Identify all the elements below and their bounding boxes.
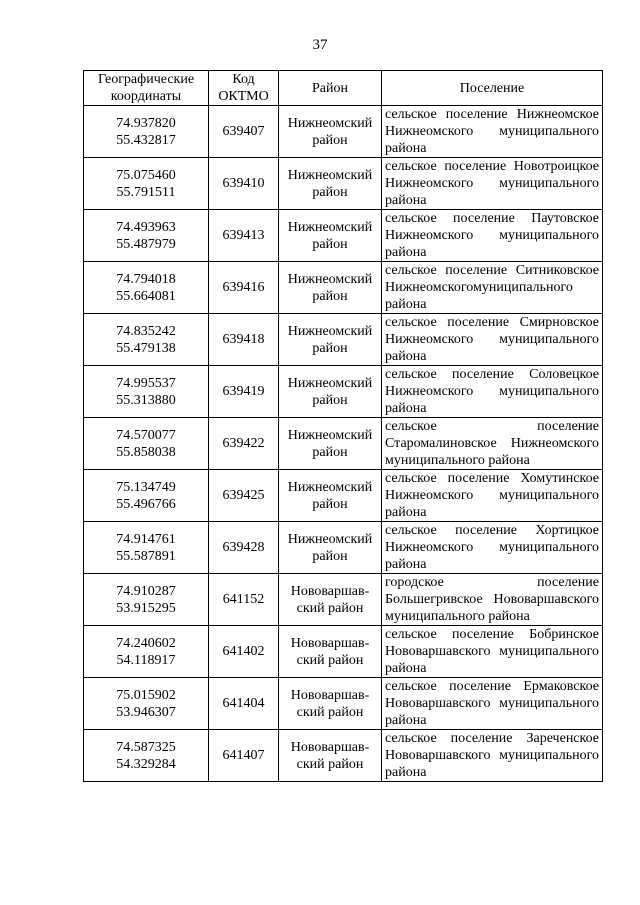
oktmo-code: 639407: [209, 106, 279, 158]
settlement-name: городское поселение Большегривское Нововаршавского муниципального района: [382, 574, 603, 626]
longitude: 74.835242: [116, 323, 176, 339]
longitude: 74.587325: [116, 739, 176, 755]
coords-cell: [84, 678, 209, 730]
longitude: 74.910287: [116, 583, 176, 599]
oktmo-code: 641407: [209, 730, 279, 782]
latitude: 55.587891: [116, 548, 176, 564]
district-name: Нововаршав-ский район: [279, 730, 382, 782]
header-code-line2: ОКТМО: [218, 89, 269, 104]
latitude: 53.946307: [116, 704, 176, 720]
table-row: [84, 730, 603, 782]
coords-cell: [84, 730, 209, 782]
table-row: [84, 470, 603, 522]
longitude: 75.015902: [116, 687, 176, 703]
longitude: 74.493963: [116, 219, 176, 235]
settlement-name: сельское поселение Соловецкое Нижнеомского муниципального района: [382, 366, 603, 418]
district-name: Нововаршав-ский район: [279, 626, 382, 678]
settlement-name: сельское поселение Нижнеомское Нижнеомского муниципального района: [382, 106, 603, 158]
coords-cell: [84, 418, 209, 470]
oktmo-code: 639416: [209, 262, 279, 314]
coords-cell: [84, 522, 209, 574]
latitude: 53.915295: [116, 600, 176, 616]
coords-cell: [84, 314, 209, 366]
oktmo-code: 639418: [209, 314, 279, 366]
district-name: Нижнеомский район: [279, 522, 382, 574]
latitude: 55.432817: [116, 132, 176, 148]
header-code: [209, 71, 279, 106]
table-row: [84, 522, 603, 574]
table-row: [84, 626, 603, 678]
district-name: Нововаршав-ский район: [279, 574, 382, 626]
settlement-name: сельское поселение Хомутинское Нижнеомского муниципального района: [382, 470, 603, 522]
table-header: [84, 71, 603, 106]
table-row: [84, 262, 603, 314]
latitude: 55.496766: [116, 496, 176, 512]
latitude: 55.791511: [116, 184, 176, 200]
table-row: [84, 210, 603, 262]
settlement-name: сельское поселение Ермаковское Нововаршавского муниципального района: [382, 678, 603, 730]
coords-cell: [84, 366, 209, 418]
latitude: 54.118917: [116, 652, 176, 668]
header-coords: [84, 71, 209, 106]
longitude: 74.914761: [116, 531, 176, 547]
latitude: 55.487979: [116, 236, 176, 252]
header-code-line1: Код: [232, 72, 255, 87]
settlement-name: сельское поселение Хортицкое Нижнеомского муниципального района: [382, 522, 603, 574]
table-row: [84, 366, 603, 418]
coords-cell: [84, 210, 209, 262]
coords-cell: [84, 158, 209, 210]
longitude: 75.134749: [116, 479, 176, 495]
longitude: 74.240602: [116, 635, 176, 651]
coords-cell: [84, 470, 209, 522]
table-row: [84, 106, 603, 158]
page-number: 37: [312, 37, 328, 53]
settlement-name: сельское поселение Зареченское Нововаршавского муниципального района: [382, 730, 603, 782]
header-coords-line2: координаты: [110, 89, 182, 104]
oktmo-code: 639428: [209, 522, 279, 574]
settlement-name: сельское поселение Паутовское Нижнеомского муниципального района: [382, 210, 603, 262]
settlement-name: сельское поселение Бобринское Нововаршавского муниципального района: [382, 626, 603, 678]
coords-cell: [84, 626, 209, 678]
coords-cell: [84, 106, 209, 158]
oktmo-code: 639410: [209, 158, 279, 210]
oktmo-code: 639422: [209, 418, 279, 470]
district-name: Нижнеомский район: [279, 470, 382, 522]
coords-cell: [84, 574, 209, 626]
settlement-name: сельское поселение Ситниковское Нижнеомскогомуниципального района: [382, 262, 603, 314]
oktmo-code: 639419: [209, 366, 279, 418]
latitude: 55.858038: [116, 444, 176, 460]
district-name: Нижнеомский район: [279, 262, 382, 314]
latitude: 55.664081: [116, 288, 176, 304]
header-row: [84, 71, 603, 106]
district-name: Нижнеомский район: [279, 106, 382, 158]
latitude: 55.313880: [116, 392, 176, 408]
table-row: [84, 314, 603, 366]
settlement-name: сельское поселение Смирновское Нижнеомского муниципального района: [382, 314, 603, 366]
header-settlement: Поселение: [382, 71, 603, 106]
district-name: Нижнеомский район: [279, 418, 382, 470]
header-coords-line1: Географические: [97, 72, 195, 87]
longitude: 74.995537: [116, 375, 176, 391]
oktmo-code: 639425: [209, 470, 279, 522]
oktmo-code: 641402: [209, 626, 279, 678]
oktmo-code: 641404: [209, 678, 279, 730]
latitude: 54.329284: [116, 756, 176, 772]
district-name: Нижнеомский район: [279, 314, 382, 366]
coords-cell: [84, 262, 209, 314]
longitude: 74.794018: [116, 271, 176, 287]
table-row: [84, 158, 603, 210]
table-row: [84, 678, 603, 730]
oktmo-code: 641152: [209, 574, 279, 626]
header-district: Район: [279, 71, 382, 106]
latitude: 55.479138: [116, 340, 176, 356]
settlement-name: сельское поселение Новотроицкое Нижнеомского муниципального района: [382, 158, 603, 210]
table-row: [84, 574, 603, 626]
district-name: Нижнеомский район: [279, 366, 382, 418]
district-name: Нижнеомский район: [279, 210, 382, 262]
settlement-name: сельское поселение Старомалиновское Нижнеомского муниципального района: [382, 418, 603, 470]
district-name: Нововаршав-ский район: [279, 678, 382, 730]
table-body: [84, 106, 603, 782]
longitude: 75.075460: [116, 167, 176, 183]
settlements-table: [83, 70, 603, 782]
district-name: Нижнеомский район: [279, 158, 382, 210]
oktmo-code: 639413: [209, 210, 279, 262]
longitude: 74.570077: [116, 427, 176, 443]
table-row: [84, 418, 603, 470]
longitude: 74.937820: [116, 115, 176, 131]
